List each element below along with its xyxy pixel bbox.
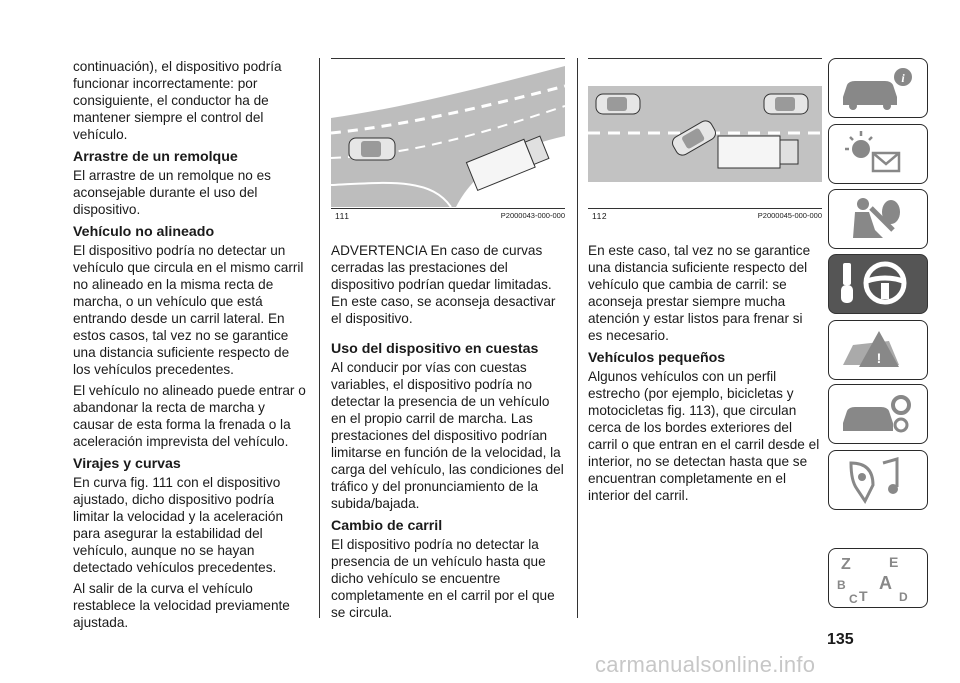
index-tab-maintenance[interactable] [828,384,928,444]
car-icon [596,94,640,114]
figure-number: 112 [592,211,608,221]
index-letter: E [889,554,899,570]
index-letter: D [899,590,908,604]
section-heading-trailer: Arrastre de un remolque [73,149,238,165]
index-tab-multimedia[interactable] [828,450,928,510]
text-column-2 [331,242,565,625]
index-tab-alphabetical[interactable] [828,548,928,608]
paragraph: El arrastre de un remolque no es aconsejable durante el uso del dispositivo. [73,168,271,217]
emergency-icon [829,321,926,378]
alphabetical-index-icon [829,549,926,606]
paragraph: Algunos vehículos con un perfil estrecho (por ejemplo, bicicletas y motocicletas fig. 113), que circulan cerca de los bordes exteriores del carril o que entran en el carril desde el interior, no se detectan hasta que se encuentran completamente en el interior del carril. [588,369,820,503]
paragraph: El dispositivo podría no detectar un vehículo que circula en el mismo carril no alineado en la misma recta de marcha, o un vehículo que está entrando desde un carril lateral. En estos casos, tal vez no se garantice una distancia suficiente respecto de los vehículos precedentes. [73,243,304,377]
column-divider [577,58,578,618]
section-heading-lane-change: Cambio de carril [331,518,443,534]
figure-code: P2000045-000-000 [757,211,822,220]
page-number: 135 [827,631,854,648]
figure-112 [588,58,822,221]
index-letter: C [849,592,858,606]
car-icon [764,94,808,114]
car-icon [349,138,395,160]
paragraph: Al salir de la curva el vehículo restablece la velocidad previamente ajustada. [73,581,290,630]
safety-airbag-icon [829,190,926,247]
curve-road-illustration [331,58,565,208]
figure-number: 111 [335,211,350,221]
index-tab-safety[interactable] [828,189,928,249]
watermark: carmanualsonline.info [595,652,816,677]
paragraph: El vehículo no alineado puede entrar o abandonar la recta de marcha y causar de esta forma la frenada o la aceleración imprevista del vehículo. [73,383,306,449]
figure-code: P2000043-000-000 [500,211,565,220]
index-letter: A [879,573,892,593]
section-heading-small-vehicles: Vehículos pequeños [588,350,726,366]
warning-paragraph: ADVERTENCIA En caso de curvas cerradas las prestaciones del dispositivo podrían quedar limitadas. En este caso, se aconseja desactivar el dispositivo. [331,243,556,326]
warning-lights-icon [829,125,926,182]
index-letter: Z [841,556,851,573]
svg-text:i: i [901,71,905,85]
multimedia-icon [829,451,926,508]
paragraph: continuación), el dispositivo podría funcionar incorrectamente: por consiguiente, el conductor ha de mantener siempre el control del vehículo. [73,59,282,142]
car-info-icon [829,59,926,116]
paragraph: En este caso, tal vez no se garantice una distancia suficiente respecto del vehículo que cambia de carril: se aconseja prestar siempre mucha atención y estar listos para frenar si es necesario. [588,243,811,343]
maintenance-icon [829,385,926,442]
paragraph: Al conducir por vías con cuestas variables, el dispositivo podría no detectar la presencia de un vehículo en el propio carril de marcha. Las prestaciones del dispositivo podrían limitarse en función de la velocidad, la carga del vehículo, las condiciones del tráfico y del pronunciamiento de la subida/bajada. [331,360,564,511]
steering-key-icon [829,255,926,312]
index-letter: B [837,578,846,592]
index-letter: T [859,588,868,604]
text-column-3 [588,242,820,508]
lane-change-illustration [588,58,822,208]
index-tab-car-info[interactable] [828,58,928,118]
figure-111 [331,58,565,221]
column-divider [319,58,320,618]
truck-icon [718,136,798,168]
index-tab-emergency[interactable] [828,320,928,380]
section-heading-curves: Virajes y curvas [73,456,181,472]
paragraph: En curva fig. 111 con el dispositivo ajustado, dicho dispositivo podría limitar la velocidad y la aceleración para asegurar la estabilidad del vehículo, aunque no se hayan detectado vehículos precedentes. [73,475,284,575]
svg-text:!: ! [876,350,882,366]
section-heading-misaligned: Vehículo no alineado [73,224,215,240]
section-heading-slopes: Uso del dispositivo en cuestas [331,341,539,357]
index-tab-driving[interactable] [828,254,928,314]
paragraph: El dispositivo podría no detectar la presencia de un vehículo hasta que dicho vehículo se encuentre completamente en el carril por el que se circula. [331,537,555,620]
index-tab-warning-lights[interactable] [828,124,928,184]
text-column-1 [73,58,307,635]
